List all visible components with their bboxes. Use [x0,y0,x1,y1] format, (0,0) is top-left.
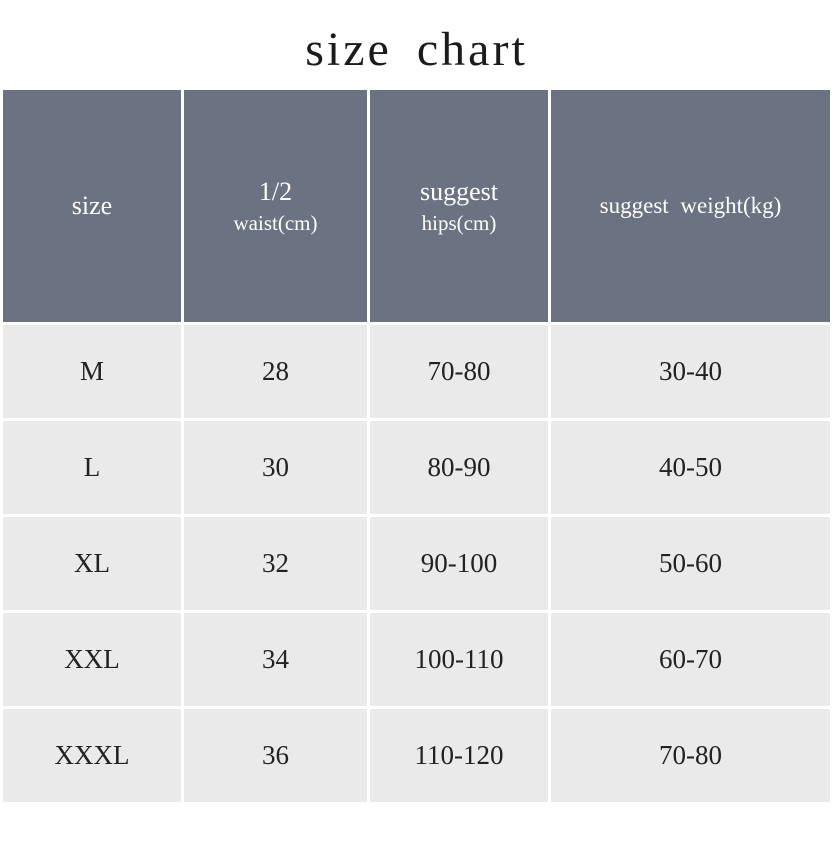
column-header-hips [370,90,548,322]
cell-waist: 30 [184,421,367,514]
cell-size: M [3,325,181,418]
cell-size: L [3,421,181,514]
cell-size: XXXL [3,709,181,802]
column-header-size-line1: size [71,191,113,221]
table-row [3,613,830,706]
cell-waist: 32 [184,517,367,610]
cell-weight: 30-40 [551,325,830,418]
table-body [3,325,830,802]
table-row [3,325,830,418]
table-row [3,709,830,802]
cell-waist: 34 [184,613,367,706]
cell-size: XXL [3,613,181,706]
size-chart-table [0,87,833,805]
column-header-hips-line1: suggest [420,177,498,207]
cell-weight: 70-80 [551,709,830,802]
table-row [3,517,830,610]
cell-hips: 80-90 [370,421,548,514]
cell-hips: 70-80 [370,325,548,418]
table-header [3,90,830,322]
cell-weight: 60-70 [551,613,830,706]
column-header-hips-line2: hips(cm) [421,211,497,236]
cell-hips: 100-110 [370,613,548,706]
cell-weight: 40-50 [551,421,830,514]
cell-hips: 110-120 [370,709,548,802]
cell-hips: 90-100 [370,517,548,610]
table-row [3,421,830,514]
table-header-row [3,90,830,322]
column-header-weight [551,90,830,322]
cell-waist: 28 [184,325,367,418]
column-header-waist [184,90,367,322]
cell-size: XL [3,517,181,610]
column-header-size [3,90,181,322]
cell-weight: 50-60 [551,517,830,610]
column-header-weight-line1: suggest weight(kg) [599,193,782,219]
page-title: size chart [305,23,528,76]
cell-waist: 36 [184,709,367,802]
column-header-waist-line1: 1/2 [258,177,293,207]
column-header-waist-line2: waist(cm) [233,211,318,236]
